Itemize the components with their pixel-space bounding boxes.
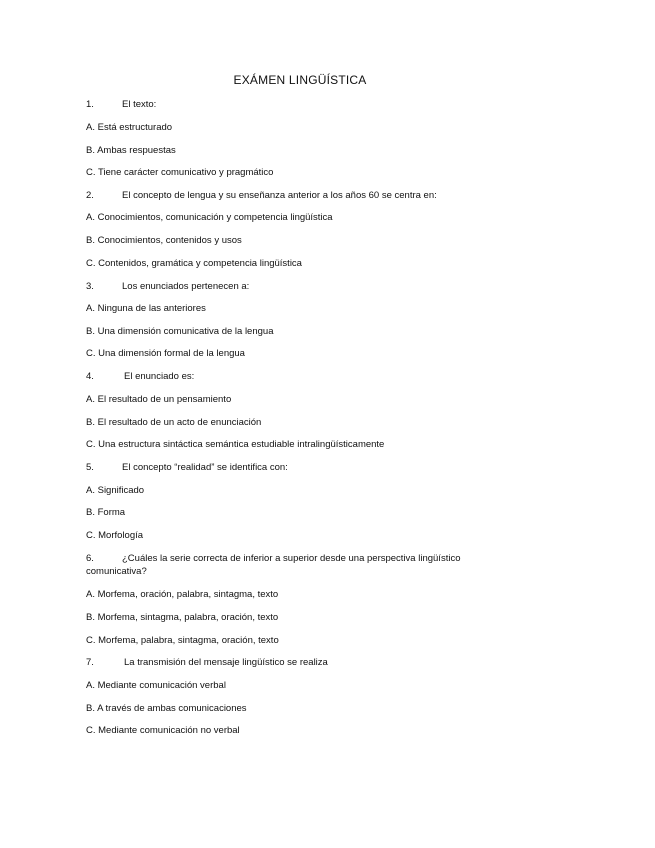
option-3a: A. Ninguna de las anteriores	[86, 303, 206, 314]
option-5c: C. Morfología	[86, 530, 144, 541]
option-2b: B. Conocimientos, contenidos y usos	[86, 235, 242, 246]
option-1a: A. Está estructurado	[86, 122, 173, 133]
option-2c: C. Contenidos, gramática y competencia lingüística	[86, 258, 302, 269]
option-7c: C. Mediante comunicación no verbal	[86, 725, 240, 736]
question-text: ¿Cuáles la serie correcta de inferior a superior desde una perspectiva lingüístico	[122, 553, 461, 564]
question-number: 3.	[86, 281, 94, 292]
question-7	[86, 656, 328, 669]
option-6b: B. Morfema, sintagma, palabra, oración, texto	[86, 612, 279, 623]
option-5b: B. Forma	[86, 507, 126, 518]
option-5a: A. Significado	[86, 485, 145, 496]
question-6	[86, 552, 460, 565]
question-3	[86, 280, 249, 293]
question-number: 5.	[86, 462, 94, 473]
option-4a: A. El resultado de un pensamiento	[86, 394, 232, 405]
question-number: 7.	[86, 657, 94, 668]
question-2	[86, 189, 437, 202]
question-text: Los enunciados pertenecen a:	[122, 281, 250, 292]
option-1b: B. Ambas respuestas	[86, 145, 176, 156]
question-5	[86, 461, 288, 474]
question-text: El concepto “realidad” se identifica con:	[122, 462, 288, 473]
question-text: El concepto de lengua y su enseñanza anterior a los años 60 se centra en:	[122, 190, 437, 201]
option-4b: B. El resultado de un acto de enunciación	[86, 417, 262, 428]
question-text: El texto:	[122, 99, 157, 110]
option-3b: B. Una dimensión comunicativa de la lengua	[86, 326, 274, 337]
question-number: 6.	[86, 553, 94, 564]
option-6c: C. Morfema, palabra, sintagma, oración, texto	[86, 635, 279, 646]
option-2a: A. Conocimientos, comunicación y competencia lingüística	[86, 212, 333, 223]
question-number: 4.	[86, 371, 94, 382]
option-4c: C. Una estructura sintáctica semántica estudiable intralingüísticamente	[86, 439, 385, 450]
question-text: El enunciado es:	[124, 371, 195, 382]
question-6-continued: comunicativa?	[86, 566, 147, 577]
option-3c: C. Una dimensión formal de la lengua	[86, 348, 245, 359]
question-text: La transmisión del mensaje lingüístico se realiza	[124, 657, 328, 668]
question-number: 2.	[86, 190, 94, 201]
question-4	[86, 370, 194, 383]
option-7a: A. Mediante comunicación verbal	[86, 680, 226, 691]
option-6a: A. Morfema, oración, palabra, sintagma, texto	[86, 589, 279, 600]
question-number: 1.	[86, 99, 94, 110]
option-7b: B. A través de ambas comunicaciones	[86, 703, 247, 714]
question-1	[86, 98, 156, 111]
page-title: EXÁMEN LINGÜÍSTICA	[233, 73, 367, 87]
option-1c: C. Tiene carácter comunicativo y pragmático	[86, 167, 274, 178]
